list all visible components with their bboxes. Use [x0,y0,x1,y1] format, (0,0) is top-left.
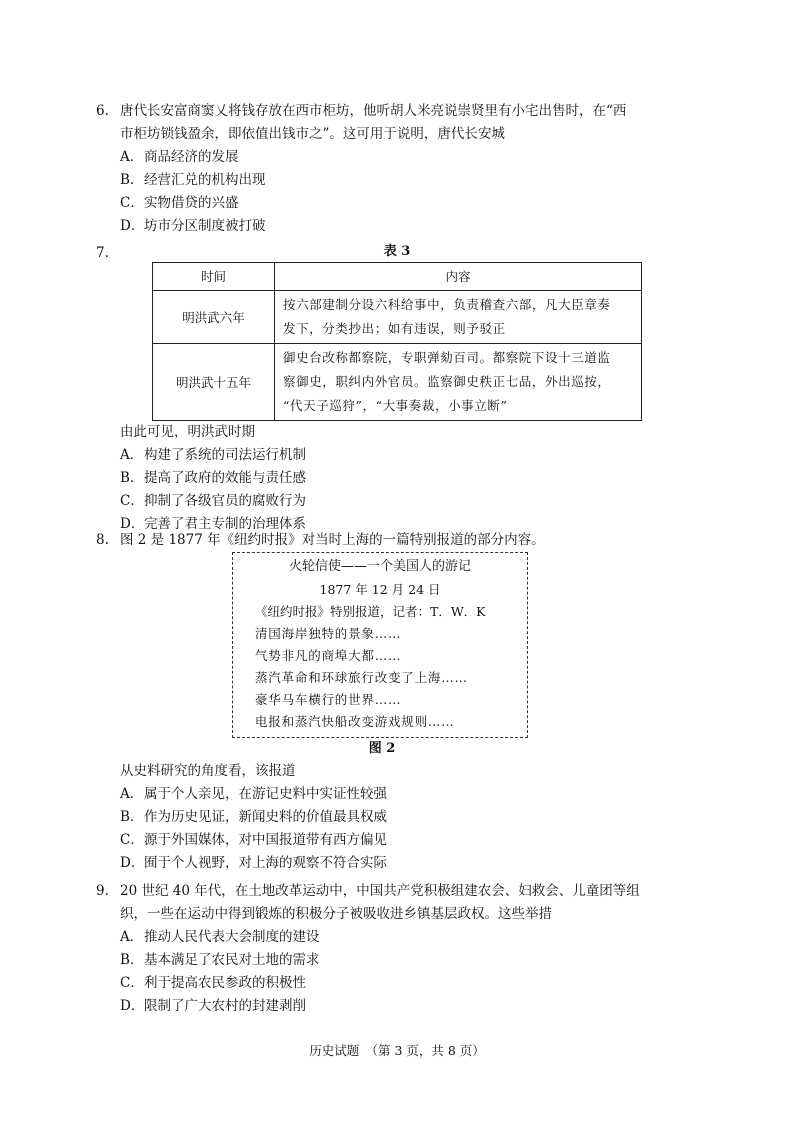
option-a: A．推动人民代表大会制度的建设 [120,929,320,945]
question-6 [96,100,680,238]
question-stem-line: 织，一些在运动中得到锻炼的积极分子被吸收进乡镇基层政权。这些举措 [120,906,552,922]
option-d: D．限制了广大农村的封建剥削 [120,998,306,1014]
figure-caption: 图 2 [368,741,396,756]
option-d: D．囿于个人视野，对上海的观察不符合实际 [120,855,387,871]
question-7 [96,242,680,536]
question-lead: 由此可见，明洪武时期 [120,424,255,440]
table-caption: 表 3 [383,244,411,259]
question-number: 6. [96,103,109,119]
option-a: A．构建了系统的司法运行机制 [120,447,306,463]
news-item: 蒸汽革命和环球旅行改变了上海…… [255,670,468,685]
question-8 [96,529,680,875]
option-d: D．完善了君主专制的治理体系 [120,516,306,532]
option-c: C．抑制了各级官员的腐败行为 [120,493,306,509]
option-b: B．经营汇兑的机构出现 [120,172,266,188]
question-9 [96,880,680,1018]
option-b: B．基本满足了农民对土地的需求 [120,952,320,968]
table-header-time: 时间 [153,263,275,291]
table-row [153,344,642,421]
news-title: 火轮信使——一个美国人的游记 [288,559,471,574]
news-item: 气势非凡的商埠大都…… [255,648,402,663]
question-stem-line: 20 世纪 40 年代，在土地改革运动中，中国共产党积极组建农会、妇救会、儿童团等组 [120,883,640,899]
table-cell-content: 御史台改称都察院，专职弹劾百司。都察院下设十三道监 察御史，职纠内外官员。监察御史秩正七品，外出巡按， “代天子巡狩”，“大事奏裁，小事立断” [275,344,642,421]
question-number: 9. [96,883,109,899]
option-d: D．坊市分区制度被打破 [120,218,266,234]
page-footer: 历史试题 （第 3 页，共 8 页） [309,1043,485,1058]
table-cell-time: 明洪武六年 [153,291,275,344]
table-header-content: 内容 [275,263,642,291]
news-item: 清国海岸独特的景象…… [255,626,402,641]
news-reporter: 《纽约时报》特别报道，记者：T．W．K [255,604,486,619]
option-b: B．提高了政府的效能与责任感 [120,470,306,486]
question-lead: 从史料研究的角度看，该报道 [120,763,296,779]
question-stem-line: 唐代长安富商窦乂将钱存放在西市柜坊，他听胡人米亮说崇贤里有小宅出售时，在“西 [120,103,627,119]
table-3 [152,262,642,421]
option-b: B．作为历史见证，新闻史料的价值最具权威 [120,809,387,825]
table-cell-content: 按六部建制分设六科给事中，负责稽查六部，凡大臣章奏 发下，分类抄出；如有违误，则予驳正 [275,291,642,344]
option-c: C．源于外国媒体，对中国报道带有西方偏见 [120,832,387,848]
option-a: A．商品经济的发展 [120,149,239,165]
question-stem-line: 市柜坊锁钱盈余，即依值出钱市之”。这可用于说明，唐代长安城 [120,126,505,142]
question-number: 7. [96,245,109,261]
question-stem-line: 图 2 是 1877 年《纽约时报》对当时上海的一篇特别报道的部分内容。 [120,532,545,548]
news-item: 电报和蒸汽快船改变游戏规则…… [255,714,455,729]
news-date: 1877 年 12 月 24 日 [319,582,441,597]
table-row [153,291,642,344]
option-c: C．实物借贷的兴盛 [120,195,239,211]
option-c: C．利于提高农民参政的积极性 [120,975,306,991]
question-number: 8. [96,532,109,548]
table-cell-time: 明洪武十五年 [153,344,275,421]
news-item: 豪华马车横行的世界…… [255,692,402,707]
news-excerpt-box [232,552,528,738]
option-a: A．属于个人亲见，在游记史料中实证性较强 [120,786,387,802]
